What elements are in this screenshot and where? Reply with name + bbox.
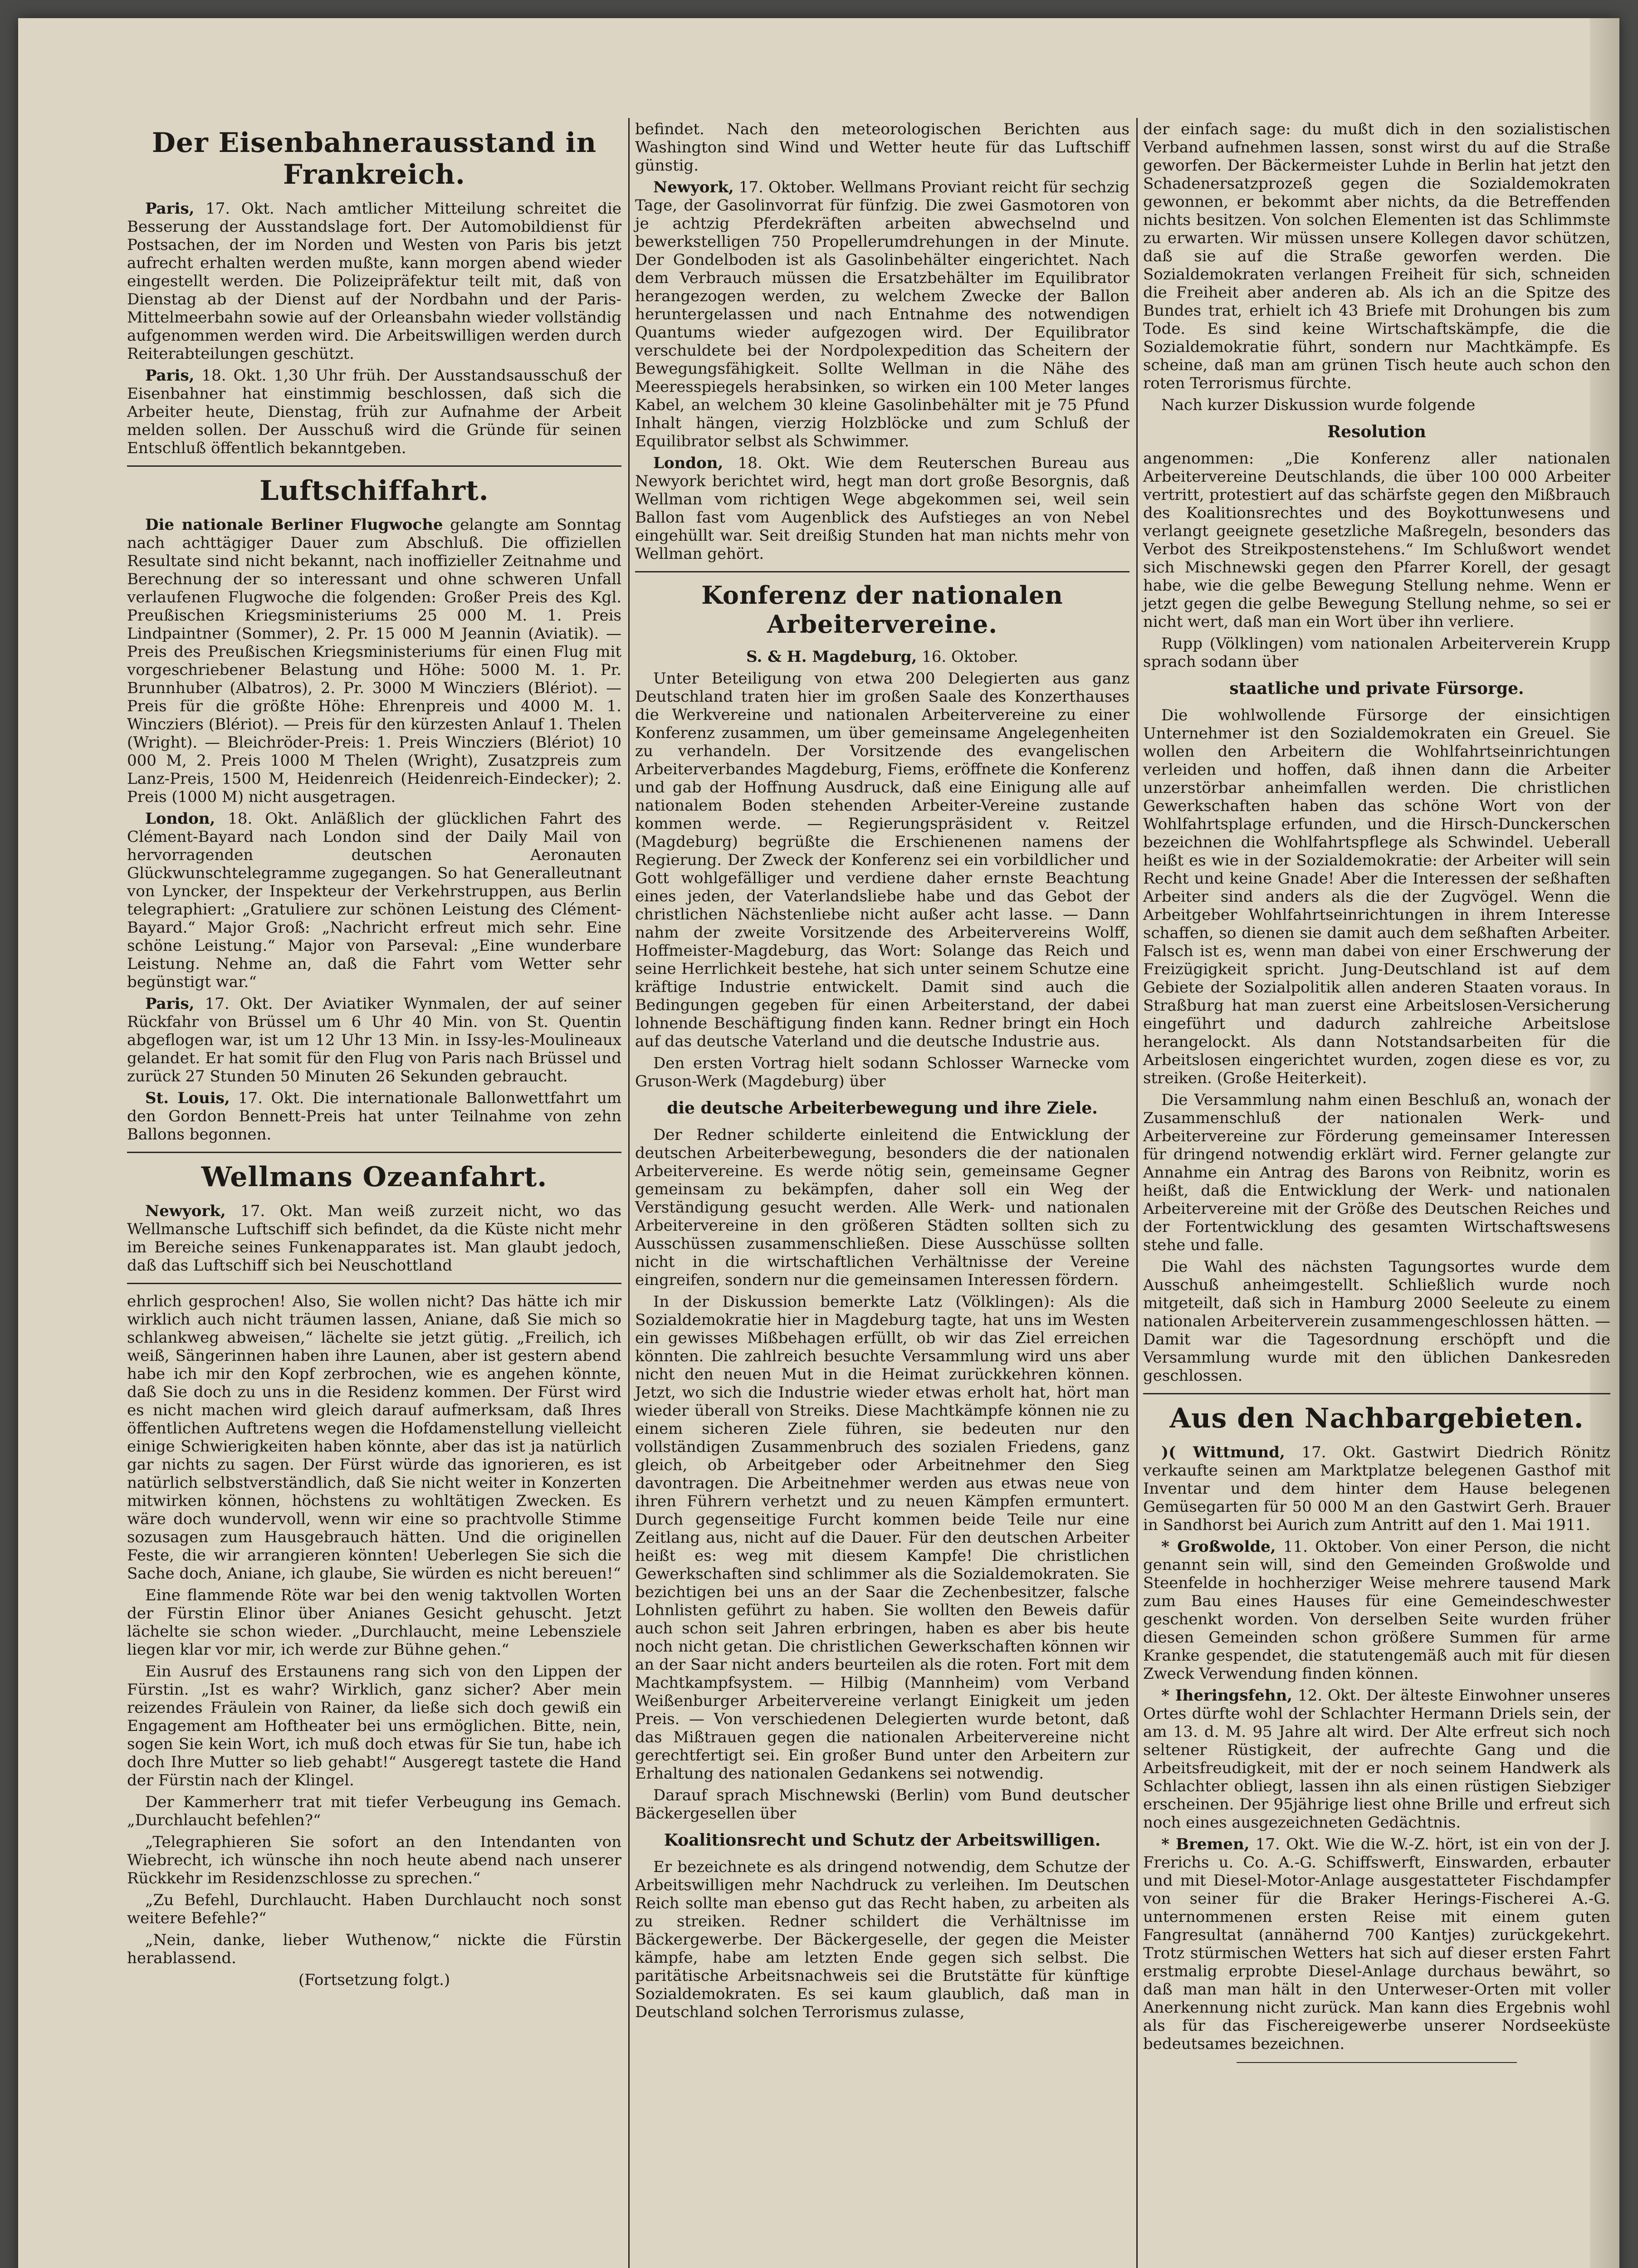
subheading: die deutsche Arbeiterbewegung und ihre Ziele. <box>667 1099 1098 1118</box>
subheading: Koalitionsrecht und Schutz der Arbeitswilligen. <box>664 1831 1101 1850</box>
feuilleton-paragraph: „Zu Befehl, Durchlaucht. Haben Durchlaucht noch sonst weitere Befehle?“ <box>127 1891 621 1927</box>
article-paragraph: In der Diskussion bemerkte Latz (Völklingen): Als die Sozialdemokratie hier in Magdeburg tagte, hat uns im Westen ein gewisses Mißbehagen erfüllt, ob wir das Ziel erreichen könnten. Die zahlreich besuchte Versammlung wird uns aber nicht den neuen Mut in die Heimat zurückkehren können. Jetzt, wo sich die Industrie wieder etwas erholt hat, hört man wieder überall von Streiks. Diese Machtkämpfe können nie zu einem sicheren Ziele führen, sie bedeuten nur den vollständigen Zusammenbruch des sozialen Friedens, ganz gleich, ob Arbeitgeber oder Arbeitnehmer den Sieg davontragen. Die Arbeitnehmer werden aus etwas neue von ihren Führern verhetzt und zu neuen Kämpfen ermuntert. Durch gegenseitige Furcht kommen beide Teile nur eine Zeitlang aus, nicht auf die Dauer. Für den deutschen Arbeiter heißt es: weg mit diesem Kampfe! Die christlichen Gewerkschaften sind schlimmer als die Sozialdemokraten. Sie bezichtigen bei uns an der Saar die Zechenbesitzer, falsche Lohnlisten geführt zu haben. Sie wollten den Beweis dafür auch schon seit Jahren erbringen, haben es aber bis heute noch nicht getan. Die christlichen Gewerkschaften können wir an der Saar nicht anders beurteilen als die roten. Fort mit dem Machtkampfsystem. — Hilbig (Mannheim) vom Verband Weißenburger Arbeitervereine verlangt Einigkeit um jeden Preis. — Von verschiedenen Delegierten wurde betont, daß das Mißtrauen gegen die nationalen Arbeitervereine nicht gerechtfertigt sei. Ein großer Bund unter den Arbeitern zur Erhaltung des nationalen Gedankens sei notwendig. <box>635 1293 1129 1783</box>
section-rule <box>1143 1393 1610 1394</box>
article-paragraph: Der Redner schilderte einleitend die Entwicklung der deutschen Arbeiterbewegung, besonders die der nationalen Arbeitervereine. Es werde nötig sein, gemeinsame Gegner gemeinsam zu bekämpfen, daher soll ein Weg der Verständigung gesucht werden. Alle Werk- und nationalen Arbeitervereine in den größeren Städten sollten sich zu Ausschüssen zusammenschließen. Diese Ausschüsse sollten nicht in die wirtschaftlichen Verhältnisse der Vereine eingreifen, sondern nur die gemeinsamen Interessen fördern. <box>635 1126 1129 1289</box>
feuilleton-paragraph: ehrlich gesprochen! Also, Sie wollen nicht? Das hätte ich mir wirklich auch nicht träumen lassen, Aniane, daß Sie mich so schlankweg abweisen,“ lächelte sie jetzt gütig. „Freilich, ich weiß, Sängerinnen haben ihre Launen, aber ist gestern abend habe ich mir den Kopf zerbrochen, wie es angehen könnte, daß Sie doch zu uns in die Residenz kommen. Der Fürst wird es nicht machen wird gleich darauf aufmerksam, daß Ihres öffentlichen Auftretens wegen die Hofdamenstellung vielleicht einige Schwierigkeiten haben könnte, aber das ist ja natürlich gar nichts zu sagen. Der Fürst würde das ignorieren, es ist natürlich selbstverständlich, daß Sie nicht weiter in Konzerten mitwirken können, höchstens zu wohltätigen Zwecken. Es wäre doch wundervoll, wenn wir eine so prachtvolle Stimme sozusagen zum Hausgebrauch hätten. Und die originellen Feste, die wir arrangieren könnten! Ueberlegen Sie sich die Sache doch, Aniane, ich glaube, Sie würden es nicht bereuen!“ <box>127 1292 621 1583</box>
column-rule <box>1136 118 1138 2268</box>
article-paragraph: Die nationale Berliner Flugwoche gelangte am Sonntag nach achttägiger Dauer zum Abschluß. Die offiziellen Resultate sind nicht bekannt, nach inoffizieller Zeitnahme und Berechnung der so interessant und ohne schweren Unfall verlaufenen Flugwoche die folgenden: Großer Preis des Kgl. Preußischen Kriegsministeriums 25 000 M. 1. Preis Lindpaintner (Sommer), 2. Pr. 15 000 M Jeannin (Aviatik). — Preis des Preußischen Kriegsministeriums für einen Flug mit vorgeschriebener Belastung und Höhe: 5000 M. 1. Pr. Brunnhuber (Albatros), 2. Pr. 3000 M Wincziers (Blériot). — Preis für die größte Höhe: Ehrenpreis und 4000 M. 1. Wincziers (Blériot). — Preis für den kürzesten Anlauf 1. Thelen (Wright). — Bleichröder-Preis: 1. Preis Wincziers (Blériot) 10 000 M, 2. Preis 1000 M Thelen (Wright), Zusatzpreis zum Lanz-Preis, 1500 M, Heidenreich (Heidenreich-Eindecker); 2. Preis (1000 M) nicht ausgetragen. <box>127 516 621 806</box>
column-3 <box>1143 120 1610 2072</box>
article-paragraph: * Bremen, 17. Okt. Wie die W.-Z. hört, ist ein von der J. Frerichs u. Co. A.-G. Schiffswerft, Einswarden, erbauter und mit Diesel-Motor-Anlage ausgestatteter Fischdampfer von seiner für die Braker Herings-Fischerei A.-G. unternommenen ersten Reise mit einem guten Fangresultat (annähernd 700 Kantjes) zurückgekehrt. Trotz stürmischen Wetters hat sich auf dieser ersten Fahrt erstmalig erprobte Diesel-Anlage durchaus bewährt, so daß man man hält in den Unterweser-Orten mit voller Anerkennung nicht zurück. Man kann dies Ergebnis wohl als für das Fischereigewerbe unserer Nordseeküste bedeutsames bezeichnen. <box>1143 1835 1610 2053</box>
article-paragraph: Die wohlwollende Fürsorge der einsichtigen Unternehmer ist den Sozialdemokraten ein Greuel. Sie wollen den Arbeitern die Wohlfahrtseinrichtungen verleiden und hoffen, daß ihnen dann die Arbeiter unzerstörbar anheimfallen werden. Die christlichen Gewerkschaften haben das schöne Wort von der Wohlfahrtsplage erfunden, und die Hirsch-Dunckerschen bezeichnen die Wohlfahrtspflege als Schwindel. Ueberall heißt es wie in der Sozialdemokratie: der Arbeiter will sein Recht und keine Gnade! Aber die Interessen der seßhaften Arbeiter sind anders als die der Zugvögel. Wenn die Arbeitgeber Wohlfahrtseinrichtungen in ihrem Interesse schaffen, so dienen sie damit auch dem seßhaften Arbeiter. Falsch ist es, wenn man dabei von einer Erschwerung der Freizügigkeit spricht. Jung-Deutschland ist auf dem Gebiete der Sozialpolitik allen anderen Staaten voraus. In Straßburg hat man zuerst eine Arbeitslosen-Versicherung eingeführt und dadurch zahlreiche Arbeitslose herangelockt. Als dann Notstandsarbeiten für die Arbeitslosen eingerichtet wurden, zogen diese es vor, zu streiken. (Große Heiterkeit). <box>1143 706 1610 1087</box>
article-paragraph: Den ersten Vortrag hielt sodann Schlosser Warnecke vom Gruson-Werk (Magdeburg) über <box>635 1054 1129 1090</box>
heading-eisenbahn: Der Eisenbahnerausstand in Frankreich. <box>152 127 597 191</box>
article-paragraph: Paris, 18. Okt. 1,30 Uhr früh. Der Ausstandsausschuß der Eisenbahner hat einstimmig beschlossen, daß sich die Arbeiter heute, Dienstag, früh zur Aufnahme der Arbeit melden sollen. Der Ausschuß wird die Gründe für seinen Entschluß öffentlich bekanntgeben. <box>127 367 621 457</box>
article-paragraph: London, 18. Okt. Wie dem Reuterschen Bureau aus Newyork berichtet wird, hegt man dort große Besorgnis, daß Wellman vom richtigen Wege abgekommen sei, weil sein Ballon fast vom Augenblick des Aufstieges an von Nebel eingehüllt war. Seit dreißig Stunden hat man nichts mehr von Wellman gehört. <box>635 454 1129 563</box>
feuilleton-paragraph: Der Kammerherr trat mit tiefer Verbeugung ins Gemach. „Durchlaucht befehlen?“ <box>127 1793 621 1829</box>
article-paragraph: Unter Beteiligung von etwa 200 Delegierten aus ganz Deutschland traten hier im großen Saale des Konzerthauses die Werkvereine und nationalen Arbeitervereine zu einer Konferenz zusammen, um über gemeinsame Angelegenheiten zu verhandeln. Der Vorsitzende des evangelischen Arbeiterverbandes Magdeburg, Fiems, eröffnete die Konferenz und gab der Hoffnung Ausdruck, daß eine Einigung alle auf nationalem Boden stehenden Arbeiter-Vereine zustande kommen werde. — Regierungspräsident v. Reitzel (Magdeburg) begrüßte die Erschienenen namens der Regierung. Der Zweck der Konferenz sei ein vorbildlicher und Gott wohlgefälliger und verdiene daher ernste Beachtung eines jeden, der Vaterlandsliebe habe und das Gebot der christlichen Nächstenliebe nicht außer acht lasse. — Dann nahm der zweite Vorsitzende des Arbeitervereins Wolff, Hoffmeister-Magdeburg, das Wort: Solange das Reich und seine Herrlichkeit bestehe, hat sich unter seinem Schutze eine kräftige Industrie entwickelt. Damit sind auch die Bedingungen gegeben für einen Arbeiterstand, der dabei lohnende Beschäftigung finden kann. Redner bringt ein Hoch auf das deutsche Vaterland und die deutsche Industrie aus. <box>635 670 1129 1051</box>
column-rule <box>628 118 630 2268</box>
article-paragraph: Die Versammlung nahm einen Beschluß an, wonach der Zusammenschluß der nationalen Werk- und Arbeitervereine zur Förderung gemeinsamer Interessen für dringend notwendig erklärt wird. Ferner gelangte zur Annahme ein Antrag des Barons von Reibnitz, worin es heißt, daß die Entwicklung der Werk- und nationalen Arbeitervereine mit der Größe des Deutschen Reiches und der Fortentwicklung des gesamten Wirtschaftswesens stehe und falle. <box>1143 1091 1610 1254</box>
article-paragraph: St. Louis, 17. Okt. Die internationale Ballonwettfahrt um den Gordon Bennett-Preis hat unter Teilnahme von zehn Ballons begonnen. <box>127 1089 621 1144</box>
article-paragraph: angenommen: „Die Konferenz aller nationalen Arbeitervereine Deutschlands, die über 100 000 Arbeiter vertritt, protestiert auf das schärfste gegen den Mißbrauch des Koalitionsrechtes und des Boykottunwesens und verlangt geeignete gesetzliche Maßregeln, besonders das Verbot des Streikpostenstehens.“ Im Schlußwort wendet sich Mischnewski gegen den Pfarrer Korell, der gesagt habe, wie die gelbe Bewegung Stellung nehme. Wenn er jetzt gegen die gelbe Bewegung Stellung nehme, so sei er nicht wert, daß man ein Wort über ihn verliere. <box>1143 450 1610 631</box>
article-paragraph: Rupp (Völklingen) vom nationalen Arbeiterverein Krupp sprach sodann über <box>1143 635 1610 671</box>
article-paragraph: Nach kurzer Diskussion wurde folgende <box>1161 396 1476 414</box>
article-paragraph: )( Wittmund, 17. Okt. Gastwirt Diedrich Rönitz verkaufte seinen am Marktplatze belegenen Gasthof mit Inventar und dem hinter dem Hause belegenen Gemüsegarten für 50 000 M an den Gastwirt Gerh. Brauer in Sandhorst bei Aurich zum Antritt auf den 1. Mai 1911. <box>1143 1443 1610 1534</box>
article-paragraph: der einfach sage: du mußt dich in den sozialistischen Verband aufnehmen lassen, sonst wirst du auf die Straße geworfen. Der Bäckermeister Luhde in Berlin hat jetzt den Schadenersatzprozeß gegen die Sozialdemokraten gewonnen, er bekommt aber nichts, da die Betreffenden nichts besitzen. Von solchen Elementen ist das Schlimmste zu erwarten. Wir müssen unsere Kollegen davor schützen, daß sie auf die Straße geworfen werden. Die Sozialdemokraten verlangen Freiheit für sich, schneiden die Freiheit aber anderen ab. Als ich an die Spitze des Bundes trat, erhielt ich 43 Briefe mit Drohungen bis zum Tode. Es sind keine Wirtschaftskämpfe, die die Sozialdemokratie führt, sondern nur Machtkämpfe. Es scheine, daß man am grünen Tisch heute auch schon den roten Terrorismus fürchte. <box>1143 120 1610 392</box>
column-2 <box>635 120 1129 2025</box>
end-rule <box>1237 2062 1517 2063</box>
continuation-note: (Fortsetzung folgt.) <box>298 1971 450 1989</box>
article-paragraph: Newyork, 17. Okt. Man weiß zurzeit nicht, wo das Wellmansche Luftschiff sich befindet, da die Küste nicht mehr im Bereiche seines Funkenapparates ist. Man glaubt jedoch, daß das Luftschiff sich bei Neuschottland <box>127 1202 621 1275</box>
newspaper-page <box>18 18 1619 2268</box>
dateline: S. & H. Magdeburg, 16. Oktober. <box>746 648 1018 666</box>
heading-wellman: Wellmans Ozeanfahrt. <box>201 1161 548 1193</box>
heading-nachbargebiete: Aus den Nachbargebieten. <box>1169 1403 1584 1434</box>
section-rule <box>127 465 621 467</box>
article-paragraph: Er bezeichnete es als dringend notwendig, dem Schutze der Arbeitswilligen mehr Nachdruck zu verleihen. Im Deutschen Reich sollte man ebenso gut das Recht haben, zu arbeiten als zu streiken. Redner schildert die Verhältnisse im Bäckergewerbe. Der Bäckergeselle, der gegen die Meister kämpfe, habe am letzten Ende gegen sich selbst. Die paritätische Arbeitsnachweis sei die Brutstätte für künftige Sozialdemokraten. Es sei kaum glaublich, daß man in Deutschland solchen Terrorismus zulasse, <box>635 1858 1129 2021</box>
article-paragraph: Paris, 17. Okt. Der Aviatiker Wynmalen, der auf seiner Rückfahr von Brüssel um 6 Uhr 40 Min. von St. Quentin abgeflogen war, ist um 12 Uhr 13 Min. in Issy-les-Moulineaux gelandet. Er hat somit für den Flug von Paris nach Brüssel und zurück 27 Stunden 50 Minuten 26 Sekunden gebraucht. <box>127 995 621 1085</box>
heading-konferenz: Konferenz der nationalen Arbeitervereine. <box>701 581 1063 639</box>
subheading: Resolution <box>1327 422 1426 441</box>
article-paragraph: befindet. Nach den meteorologischen Berichten aus Washington sind Wind und Wetter heute für das Luftschiff günstig. <box>635 120 1129 175</box>
article-paragraph: Die Wahl des nächsten Tagungsortes wurde dem Ausschuß anheimgestellt. Schließlich wurde noch mitgeteilt, daß sich in Hamburg 2000 Seeleute zu einem nationalen Arbeiterverein zusammengeschlossen hätten. — Damit war die Tagesordnung erschöpft und die Versammlung wurde mit den üblichen Dankesreden geschlossen. <box>1143 1258 1610 1385</box>
feuilleton-paragraph: Eine flammende Röte war bei den wenig taktvollen Worten der Fürstin Elinor über Anianes Gesicht gehuscht. Jetzt lächelte sie schon wieder. „Durchlaucht, meine Lebensziele liegen klar vor mir, ich werde zur Bühne gehen.“ <box>127 1586 621 1659</box>
subheading: staatliche und private Fürsorge. <box>1229 679 1524 698</box>
article-paragraph: Paris, 17. Okt. Nach amtlicher Mitteilung schreitet die Besserung der Ausstandslage fort. Der Automobildienst für Postsachen, der im Norden und Westen von Paris bis jetzt aufrecht erhalten werden mußte, kann morgen abend wieder eingestellt werden. Die Polizeipräfektur teilt mit, daß von Dienstag ab der Dienst auf der Nordbahn und der Paris-Mittelmeerbahn sowie auf der Orleansbahn wieder vollständig aufgenommen werden wird. Die Arbeitswilligen werden durch Reiterabteilungen geschützt. <box>127 200 621 363</box>
article-paragraph: London, 18. Okt. Anläßlich der glücklichen Fahrt des Clément-Bayard nach London sind der Daily Mail von hervorragenden deutschen Aeronauten Glückwunschtelegramme zugegangen. So hat Generalleutnant von Lyncker, der Inspekteur der Verkehrstruppen, aus Berlin telegraphiert: „Gratuliere zur schönen Leistung des Clément-Bayard.“ Major Groß: „Nachricht erfreut mich sehr. Eine schöne Leistung.“ Major von Parseval: „Eine wunderbare Leistung. Nehme an, daß die Fahrt vom Wetter sehr begünstigt war.“ <box>127 810 621 991</box>
feuilleton-rule <box>127 1283 621 1284</box>
feuilleton-paragraph: „Nein, danke, lieber Wuthenow,“ nickte die Fürstin herablassend. <box>127 1931 621 1967</box>
article-paragraph: Darauf sprach Mischnewski (Berlin) vom Bund deutscher Bäckergesellen über <box>635 1786 1129 1823</box>
article-paragraph: * Iheringsfehn, 12. Okt. Der älteste Einwohner unseres Ortes dürfte wohl der Schlachter Hermann Driels sein, der am 13. d. M. 95 Jahre alt wird. Der Alte erfreut sich noch seltener Rüstigkeit, der aufrechte Gang und die Arbeitsfreudigkeit, mit der er noch seinem Handwerk als Schlachter obliegt, lassen ihn als einen rüstigen Siebziger erscheinen. Der 95jährige liest ohne Brille und erfreut sich noch eines ausgezeichneten Gedächtnis. <box>1143 1686 1610 1832</box>
article-paragraph: Newyork, 17. Oktober. Wellmans Proviant reicht für sechzig Tage, der Gasolinvorrat für fünfzig. Die zwei Gasmotoren von je achtzig Pferdekräften arbeiten abwechselnd und bewerkstelligen 750 Propellerumdrehungen in der Minute. Der Gondelboden ist als Gasolinbehälter eingerichtet. Nach dem Verbrauch müssen die Ersatzbehälter im Equilibrator herangezogen werden, zu welchem Zwecke der Ballon heruntergelassen und nach Entnahme des notwendigen Quantums wieder aufgezogen wird. Der Equilibrator verschuldete bei der Nordpolexpedition das Scheitern der Bewegungsfähigkeit. Sollte Wellman in die Nähe des Meeresspiegels herabsinken, so wirken ein 100 Meter langes Kabel, an welchem 30 kleine Gasolinbehälter mit je 75 Pfund Inhalt hängen, vierzig Holzblöcke und zum Schluß der Equilibrator selbst als Schwimmer. <box>635 178 1129 450</box>
feuilleton-paragraph: Ein Ausruf des Erstaunens rang sich von den Lippen der Fürstin. „Ist es wahr? Wirklich, ganz sicher? Aber mein reizendes Fräulein von Rainer, da ließe sich doch gewiß ein Engagement am Hoftheater bei uns ermöglichen. Bitte, nein, sogen Sie kein Wort, ich muß doch etwas für Sie tun, habe ich doch Ihre Mutter so lieb gehabt!“ Ausgeregt tastete die Hand der Fürstin nach der Klingel. <box>127 1662 621 1789</box>
feuilleton-paragraph: „Telegraphieren Sie sofort an den Intendanten von Wiebrecht, ich wünsche ihn noch heute abend nach unserer Rückkehr im Residenzschlosse zu sprechen.“ <box>127 1833 621 1887</box>
section-rule <box>635 571 1129 572</box>
column-1 <box>127 120 621 1993</box>
heading-luftschiffahrt: Luftschiffahrt. <box>259 475 489 507</box>
section-rule <box>127 1152 621 1153</box>
article-paragraph: * Großwolde, 11. Oktober. Von einer Person, die nicht genannt sein will, sind den Gemeinden Großwolde und Steenfelde in hochherziger Weise mehrere tausend Mark zum Bau eines Hauses für eine Gemeindeschwester geschenkt worden. Von derselben Seite wurden früher diesen Gemeinden schon größere Summen für arme Kranke gespendet, die statutengemäß auch mit für diesen Zweck Verwendung finden können. <box>1143 1538 1611 1683</box>
